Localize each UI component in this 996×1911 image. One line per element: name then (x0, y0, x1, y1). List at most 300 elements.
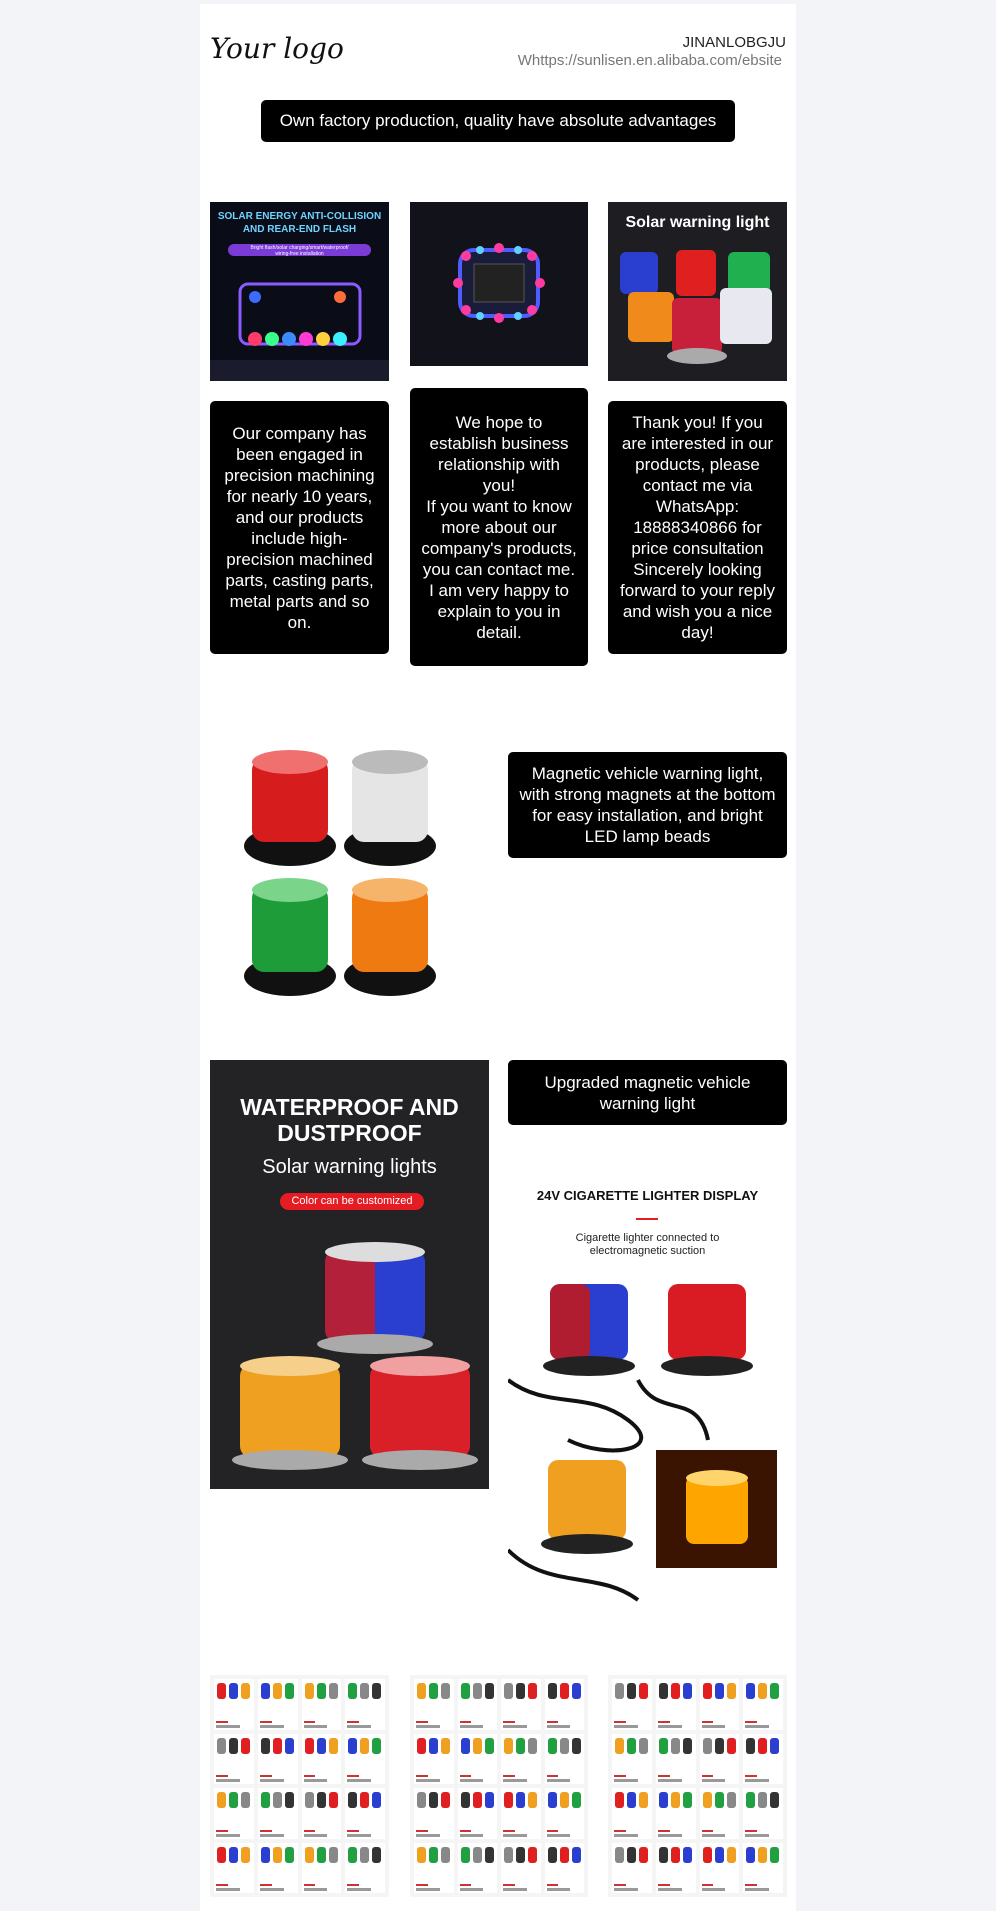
catalog-product-swatch (504, 1847, 513, 1863)
catalog-price-tag (304, 1830, 316, 1832)
catalog-price-tag (460, 1721, 472, 1723)
catalog-product-swatch (516, 1792, 525, 1808)
catalog-thumbnail[interactable] (612, 1734, 652, 1785)
catalog-caption-line (260, 1888, 284, 1891)
catalog-price-tag (416, 1884, 428, 1886)
catalog-product-swatch (615, 1792, 624, 1808)
catalog-price-tag (260, 1775, 272, 1777)
catalog-product-swatch (746, 1683, 755, 1699)
catalog-product-swatch (572, 1847, 581, 1863)
catalog-product-swatch (504, 1792, 513, 1808)
catalog-thumbnail[interactable] (612, 1788, 652, 1839)
catalog-thumbnail[interactable] (545, 1679, 585, 1730)
catalog-product-swatch (317, 1683, 326, 1699)
catalog-thumbnail[interactable] (414, 1843, 454, 1894)
catalog-product-swatch (560, 1738, 569, 1754)
catalog-product-swatch (727, 1847, 736, 1863)
catalog-thumbnail[interactable] (743, 1734, 783, 1785)
catalog-product-swatch (485, 1792, 494, 1808)
catalog-product-swatch (703, 1683, 712, 1699)
catalog-product-swatch (473, 1738, 482, 1754)
catalog-product-swatch (241, 1738, 250, 1754)
catalog-product-swatch (615, 1847, 624, 1863)
catalog-product-swatch (348, 1792, 357, 1808)
catalog-price-tag (745, 1775, 757, 1777)
catalog-product-swatch (683, 1738, 692, 1754)
catalog-product-swatch (360, 1847, 369, 1863)
catalog-product-swatch (758, 1847, 767, 1863)
catalog-thumbnail[interactable] (501, 1843, 541, 1894)
catalog-product-swatch (572, 1683, 581, 1699)
catalog-thumbnail[interactable] (258, 1679, 298, 1730)
catalog-caption-line (547, 1725, 571, 1728)
catalog-thumbnail[interactable] (501, 1788, 541, 1839)
catalog-product-swatch (285, 1683, 294, 1699)
catalog-price-tag (658, 1775, 670, 1777)
catalog-caption-line (416, 1834, 440, 1837)
store-url[interactable]: Whttps://sunlisen.en.alibaba.com/ebsite (517, 52, 782, 69)
catalog-price-tag (745, 1884, 757, 1886)
catalog-product-swatch (360, 1792, 369, 1808)
catalog-product-swatch (461, 1792, 470, 1808)
catalog-price-tag (745, 1721, 757, 1723)
catalog-caption-line (702, 1888, 726, 1891)
catalog-price-tag (347, 1830, 359, 1832)
catalog-caption-line (503, 1725, 527, 1728)
catalog-caption-line (260, 1834, 284, 1837)
catalog-product-swatch (285, 1738, 294, 1754)
catalog-product-swatch (273, 1792, 282, 1808)
catalog-product-swatch (348, 1847, 357, 1863)
catalog-price-tag (702, 1884, 714, 1886)
page-container (200, 4, 796, 1911)
catalog-product-swatch (261, 1847, 270, 1863)
catalog-price-tag (547, 1884, 559, 1886)
catalog-product-swatch (548, 1738, 557, 1754)
catalog-caption-line (347, 1888, 371, 1891)
catalog-thumbnail[interactable] (214, 1734, 254, 1785)
catalog-caption-line (745, 1888, 769, 1891)
cigarette-lights-illustration (508, 1270, 787, 1610)
catalog-product-swatch (217, 1792, 226, 1808)
catalog-caption-line (460, 1725, 484, 1728)
product-image-magnetic-lights[interactable] (240, 740, 440, 1008)
catalog-product-swatch (241, 1683, 250, 1699)
catalog-product-swatch (615, 1683, 624, 1699)
catalog-product-swatch (516, 1847, 525, 1863)
catalog-thumbnail[interactable] (302, 1679, 342, 1730)
catalog-price-tag (416, 1775, 428, 1777)
catalog-caption-line (658, 1779, 682, 1782)
poster-pill: Color can be customized (280, 1193, 424, 1210)
catalog-product-swatch (229, 1738, 238, 1754)
catalog-product-swatch (770, 1738, 779, 1754)
catalog-product-swatch (217, 1683, 226, 1699)
catalog-product-swatch (461, 1847, 470, 1863)
catalog-price-tag (304, 1775, 316, 1777)
catalog-product-swatch (417, 1738, 426, 1754)
catalog-thumbnail[interactable] (700, 1734, 740, 1785)
catalog-product-swatch (273, 1738, 282, 1754)
catalog-product-swatch (441, 1683, 450, 1699)
catalog-product-swatch (504, 1738, 513, 1754)
catalog-product-swatch (372, 1792, 381, 1808)
catalog-product-swatch (627, 1683, 636, 1699)
catalog-product-swatch (305, 1847, 314, 1863)
catalog-product-swatch (273, 1847, 282, 1863)
catalog-product-swatch (639, 1847, 648, 1863)
catalog-product-swatch (671, 1683, 680, 1699)
catalog-caption-line (745, 1779, 769, 1782)
led-panel-illustration (410, 202, 588, 366)
catalog-caption-line (304, 1779, 328, 1782)
catalog-product-swatch (659, 1738, 668, 1754)
catalog-product-swatch (627, 1847, 636, 1863)
catalog-product-swatch (317, 1792, 326, 1808)
catalog-thumbnail[interactable] (656, 1788, 696, 1839)
catalog-product-swatch (746, 1792, 755, 1808)
catalog-product-swatch (348, 1738, 357, 1754)
catalog-product-swatch (560, 1683, 569, 1699)
catalog-thumbnail[interactable] (258, 1734, 298, 1785)
catalog-caption-line (547, 1779, 571, 1782)
catalog-thumbnail[interactable] (743, 1843, 783, 1894)
catalog-product-swatch (229, 1792, 238, 1808)
catalog-product-swatch (715, 1847, 724, 1863)
catalog-thumbnail[interactable] (743, 1788, 783, 1839)
catalog-product-swatch (485, 1847, 494, 1863)
catalog-product-swatch (485, 1738, 494, 1754)
catalog-thumbnail[interactable] (258, 1843, 298, 1894)
catalog-caption-line (460, 1779, 484, 1782)
catalog-product-swatch (758, 1683, 767, 1699)
catalog-price-tag (460, 1775, 472, 1777)
catalog-product-swatch (261, 1738, 270, 1754)
catalog-product-swatch (441, 1847, 450, 1863)
catalog-product-swatch (770, 1683, 779, 1699)
catalog-thumbnail[interactable] (458, 1734, 498, 1785)
catalog-caption-line (745, 1834, 769, 1837)
catalog-thumbnail[interactable] (501, 1679, 541, 1730)
poster-title (210, 1094, 489, 1146)
catalog-price-tag (614, 1775, 626, 1777)
catalog-thumbnail[interactable] (414, 1734, 454, 1785)
catalog-thumbnail[interactable] (700, 1788, 740, 1839)
catalog-product-swatch (516, 1738, 525, 1754)
catalog-product-swatch (727, 1738, 736, 1754)
catalog-price-tag (216, 1830, 228, 1832)
catalog-product-swatch (372, 1738, 381, 1754)
poster-subtitle: Solar warning lights (262, 1156, 437, 1178)
catalog-product-swatch (329, 1738, 338, 1754)
display-subtitle: Cigarette lighter connected to electromagnetic suction (575, 1232, 720, 1257)
catalog-product-swatch (727, 1792, 736, 1808)
catalog-caption-line (658, 1725, 682, 1728)
catalog-caption-line (614, 1888, 638, 1891)
catalog-price-tag (503, 1775, 515, 1777)
catalog-product-swatch (317, 1738, 326, 1754)
catalog-product-swatch (528, 1683, 537, 1699)
catalog-thumbnail[interactable] (458, 1679, 498, 1730)
catalog-product-swatch (441, 1792, 450, 1808)
catalog-price-tag (614, 1884, 626, 1886)
catalog-caption-line (745, 1725, 769, 1728)
catalog-product-swatch (485, 1683, 494, 1699)
catalog-caption-line (547, 1888, 571, 1891)
catalog-product-swatch (659, 1683, 668, 1699)
catalog-price-tag (547, 1775, 559, 1777)
catalog-product-swatch (671, 1792, 680, 1808)
contact-whatsapp-box: Thank you! If you are interested in our products, please contact me via WhatsApp: 18888340866 for price consultation Sincerely looking forward to your reply and wish you a nice day! (608, 401, 787, 654)
catalog-price-tag (416, 1721, 428, 1723)
catalog-caption-line (416, 1779, 440, 1782)
catalog-thumbnail[interactable] (345, 1734, 385, 1785)
catalog-price-tag (347, 1884, 359, 1886)
catalog-product-swatch (683, 1792, 692, 1808)
catalog-product-swatch (528, 1847, 537, 1863)
catalog-caption-line (216, 1725, 240, 1728)
catalog-thumbnail[interactable] (345, 1843, 385, 1894)
catalog-thumbnail[interactable] (258, 1788, 298, 1839)
catalog-product-swatch (241, 1792, 250, 1808)
catalog-product-swatch (770, 1792, 779, 1808)
catalog-thumbnail[interactable] (545, 1788, 585, 1839)
catalog-product-swatch (441, 1738, 450, 1754)
catalog-product-swatch (329, 1847, 338, 1863)
catalog-product-swatch (429, 1738, 438, 1754)
catalog-thumbnail[interactable] (612, 1679, 652, 1730)
catalog-thumbnail[interactable] (612, 1843, 652, 1894)
upgraded-light-caption: Upgraded magnetic vehicle warning light (508, 1060, 787, 1125)
magnetic-lights-illustration (240, 740, 440, 1008)
catalog-thumbnail[interactable] (545, 1734, 585, 1785)
catalog-price-tag (260, 1721, 272, 1723)
catalog-price-tag (347, 1775, 359, 1777)
business-relationship-box: We hope to establish business relationship with you! If you want to know more about our company's products, you can contact me. I am very happy to explain to you in detail. (410, 388, 588, 666)
catalog-price-tag (614, 1721, 626, 1723)
catalog-thumbnail[interactable] (458, 1788, 498, 1839)
catalog-price-tag (702, 1721, 714, 1723)
catalog-thumbnail[interactable] (743, 1679, 783, 1730)
catalog-product-swatch (715, 1738, 724, 1754)
catalog-product-swatch (241, 1847, 250, 1863)
catalog-product-swatch (548, 1683, 557, 1699)
catalog-product-swatch (417, 1792, 426, 1808)
catalog-product-swatch (305, 1738, 314, 1754)
poster-title-line1: WATERPROOF AND (240, 1094, 459, 1120)
catalog-price-tag (216, 1884, 228, 1886)
catalog-product-swatch (528, 1738, 537, 1754)
catalog-price-tag (547, 1721, 559, 1723)
catalog-product-swatch (671, 1847, 680, 1863)
catalog-caption-line (503, 1779, 527, 1782)
catalog-product-swatch (372, 1683, 381, 1699)
catalog-product-swatch (758, 1792, 767, 1808)
catalog-product-swatch (627, 1738, 636, 1754)
catalog-price-tag (503, 1884, 515, 1886)
company-name: JINANLOBGJU (682, 34, 786, 51)
catalog-thumbnail[interactable] (656, 1679, 696, 1730)
catalog-product-swatch (348, 1683, 357, 1699)
catalog-product-swatch (703, 1792, 712, 1808)
catalog-price-tag (702, 1830, 714, 1832)
catalog-product-swatch (683, 1847, 692, 1863)
catalog-product-swatch (572, 1792, 581, 1808)
company-intro-box: Our company has been engaged in precision machining for nearly 10 years, and our products include high-precision machined parts, casting parts, metal parts and so on. (210, 401, 389, 654)
catalog-product-swatch (429, 1847, 438, 1863)
catalog-product-swatch (417, 1847, 426, 1863)
catalog-caption-line (503, 1834, 527, 1837)
catalog-caption-line (216, 1779, 240, 1782)
catalog-product-swatch (261, 1683, 270, 1699)
catalog-thumbnail[interactable] (545, 1843, 585, 1894)
catalog-product-swatch (715, 1683, 724, 1699)
catalog-caption-line (702, 1725, 726, 1728)
display-divider (636, 1218, 658, 1220)
catalog-sheet-2[interactable] (410, 1675, 588, 1897)
catalog-price-tag (304, 1721, 316, 1723)
logo[interactable]: Your logo (210, 32, 344, 65)
catalog-product-swatch (417, 1683, 426, 1699)
catalog-thumbnail[interactable] (302, 1843, 342, 1894)
catalog-product-swatch (317, 1847, 326, 1863)
catalog-product-swatch (548, 1792, 557, 1808)
catalog-thumbnail[interactable] (700, 1679, 740, 1730)
catalog-product-swatch (572, 1738, 581, 1754)
catalog-price-tag (614, 1830, 626, 1832)
catalog-price-tag (216, 1775, 228, 1777)
catalog-caption-line (614, 1725, 638, 1728)
catalog-thumbnail[interactable] (458, 1843, 498, 1894)
catalog-product-swatch (217, 1738, 226, 1754)
catalog-product-swatch (372, 1847, 381, 1863)
poster-title-line2: DUSTPROOF (277, 1120, 422, 1146)
catalog-caption-line (260, 1779, 284, 1782)
catalog-thumbnail[interactable] (501, 1734, 541, 1785)
catalog-price-tag (658, 1884, 670, 1886)
catalog-caption-line (347, 1725, 371, 1728)
catalog-product-swatch (360, 1683, 369, 1699)
catalog-product-swatch (360, 1738, 369, 1754)
catalog-caption-line (614, 1834, 638, 1837)
catalog-product-swatch (285, 1792, 294, 1808)
catalog-caption-line (416, 1888, 440, 1891)
catalog-caption-line (347, 1779, 371, 1782)
catalog-thumbnail[interactable] (302, 1734, 342, 1785)
catalog-thumbnail[interactable] (656, 1843, 696, 1894)
catalog-sheet-1[interactable] (210, 1675, 389, 1897)
catalog-product-swatch (516, 1683, 525, 1699)
catalog-sheet-3[interactable] (608, 1675, 787, 1897)
catalog-product-swatch (305, 1792, 314, 1808)
product-image-led-panel[interactable] (410, 202, 588, 366)
catalog-product-swatch (727, 1683, 736, 1699)
image-title-flash: SOLAR ENERGY ANTI-COLLISION AND REAR-END FLASH (217, 211, 382, 235)
catalog-product-swatch (285, 1847, 294, 1863)
catalog-product-swatch (261, 1792, 270, 1808)
catalog-price-tag (547, 1830, 559, 1832)
catalog-caption-line (702, 1834, 726, 1837)
catalog-product-swatch (560, 1847, 569, 1863)
catalog-price-tag (503, 1830, 515, 1832)
catalog-price-tag (460, 1884, 472, 1886)
catalog-product-swatch (683, 1683, 692, 1699)
catalog-caption-line (460, 1888, 484, 1891)
catalog-product-swatch (473, 1683, 482, 1699)
catalog-price-tag (745, 1830, 757, 1832)
catalog-caption-line (658, 1888, 682, 1891)
catalog-product-swatch (229, 1683, 238, 1699)
catalog-product-swatch (305, 1683, 314, 1699)
catalog-product-swatch (615, 1738, 624, 1754)
catalog-thumbnail[interactable] (414, 1679, 454, 1730)
catalog-product-swatch (473, 1792, 482, 1808)
catalog-product-swatch (715, 1792, 724, 1808)
catalog-product-swatch (703, 1738, 712, 1754)
catalog-caption-line (304, 1888, 328, 1891)
catalog-price-tag (260, 1830, 272, 1832)
image-subtitle-flash: Bright flash/solar charging/smart/waterproof/ wiring-free installation (250, 245, 349, 257)
catalog-price-tag (460, 1830, 472, 1832)
catalog-price-tag (304, 1884, 316, 1886)
image-title-solar: Solar warning light (625, 214, 770, 231)
catalog-product-swatch (229, 1847, 238, 1863)
catalog-product-swatch (461, 1738, 470, 1754)
catalog-price-tag (416, 1830, 428, 1832)
catalog-price-tag (260, 1884, 272, 1886)
catalog-product-swatch (528, 1792, 537, 1808)
magnetic-light-caption: Magnetic vehicle warning light, with strong magnets at the bottom for easy installation, and bright LED lamp beads (508, 752, 787, 858)
catalog-product-swatch (627, 1792, 636, 1808)
catalog-thumbnail[interactable] (214, 1788, 254, 1839)
catalog-thumbnail[interactable] (700, 1843, 740, 1894)
catalog-thumbnail[interactable] (656, 1734, 696, 1785)
catalog-product-swatch (746, 1847, 755, 1863)
catalog-product-swatch (329, 1792, 338, 1808)
catalog-product-swatch (671, 1738, 680, 1754)
catalog-product-swatch (473, 1847, 482, 1863)
catalog-caption-line (702, 1779, 726, 1782)
catalog-thumbnail[interactable] (214, 1679, 254, 1730)
catalog-product-swatch (560, 1792, 569, 1808)
catalog-thumbnail[interactable] (214, 1843, 254, 1894)
catalog-caption-line (347, 1834, 371, 1837)
catalog-price-tag (658, 1721, 670, 1723)
catalog-caption-line (304, 1725, 328, 1728)
catalog-thumbnail[interactable] (414, 1788, 454, 1839)
catalog-caption-line (460, 1834, 484, 1837)
catalog-caption-line (216, 1834, 240, 1837)
catalog-product-swatch (548, 1847, 557, 1863)
catalog-thumbnail[interactable] (345, 1679, 385, 1730)
catalog-product-swatch (461, 1683, 470, 1699)
catalog-thumbnail[interactable] (345, 1788, 385, 1839)
catalog-product-swatch (703, 1847, 712, 1863)
catalog-caption-line (658, 1834, 682, 1837)
catalog-product-swatch (770, 1847, 779, 1863)
catalog-caption-line (304, 1834, 328, 1837)
catalog-price-tag (658, 1830, 670, 1832)
catalog-thumbnail[interactable] (302, 1788, 342, 1839)
catalog-product-swatch (429, 1683, 438, 1699)
catalog-product-swatch (217, 1847, 226, 1863)
catalog-caption-line (614, 1779, 638, 1782)
catalog-product-swatch (329, 1683, 338, 1699)
catalog-product-swatch (639, 1792, 648, 1808)
product-image-cigarette-lighter-lights[interactable] (508, 1270, 787, 1610)
catalog-product-swatch (639, 1683, 648, 1699)
catalog-caption-line (503, 1888, 527, 1891)
